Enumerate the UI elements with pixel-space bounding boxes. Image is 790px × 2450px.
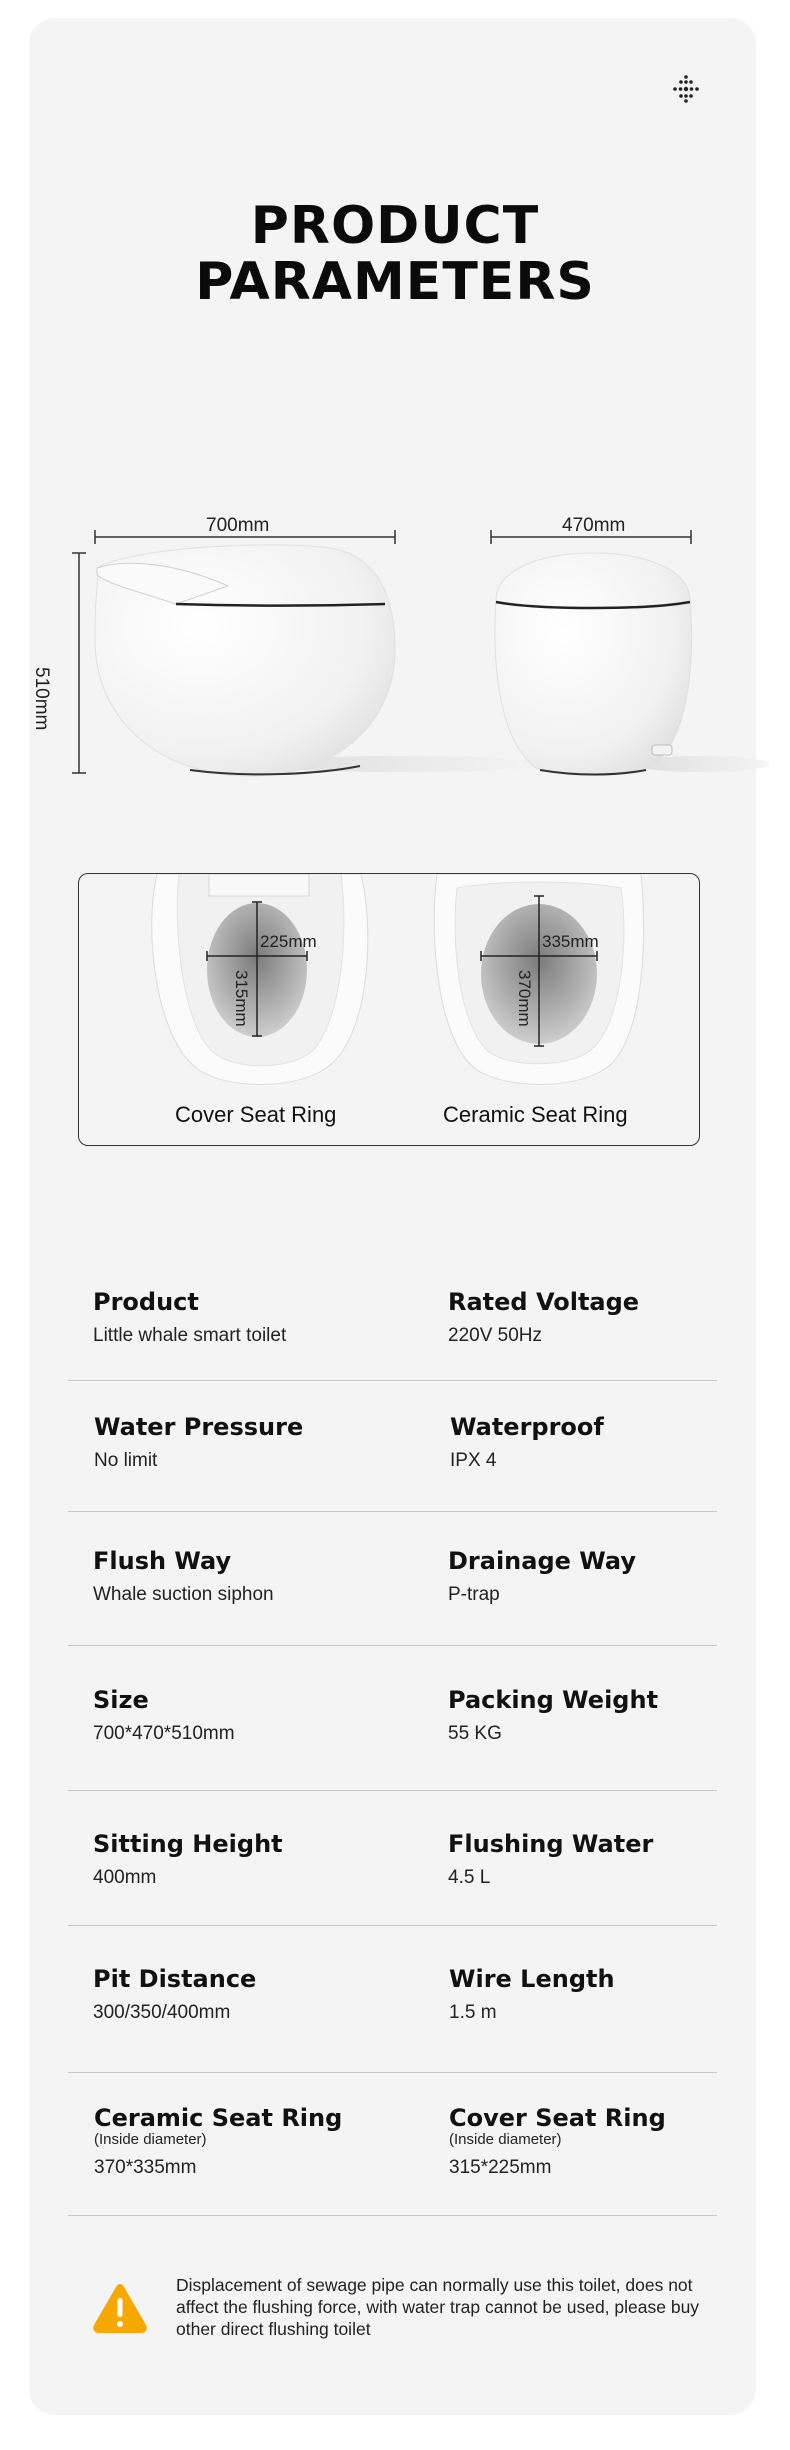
row-divider — [68, 1511, 717, 1512]
toilet-side-view — [95, 545, 395, 776]
param-value: 700*470*510mm — [93, 1723, 235, 1744]
row-divider — [68, 2215, 717, 2216]
param-value: 400mm — [93, 1867, 157, 1888]
toilet-dimension-illustration — [0, 0, 790, 820]
row-divider — [68, 2072, 717, 2073]
ceramic-seat-length-label: 370mm — [515, 970, 534, 1027]
param-name: Packing Weight — [448, 1686, 659, 1714]
notice-text: Displacement of sewage pipe can normally use this toilet, does not affect the flushing force, with water trap cannot be used, please buy other direct flushing toilet — [176, 2275, 700, 2339]
param-name: Water Pressure — [94, 1413, 304, 1441]
row-divider — [68, 1645, 717, 1646]
param-name: Pit Distance — [93, 1965, 257, 1993]
height-dimension-label: 510mm — [31, 667, 52, 731]
cover-seat-width-label: 225mm — [260, 932, 317, 951]
ceramic-seat-width-label: 335mm — [542, 932, 599, 951]
row-divider — [68, 1790, 717, 1791]
param-value: Little whale smart toilet — [93, 1325, 287, 1346]
param-name: Product — [93, 1288, 199, 1316]
toilet-front-view — [495, 553, 692, 776]
param-value: P-trap — [448, 1584, 500, 1605]
width-dimension-label: 470mm — [562, 515, 626, 536]
row-divider — [68, 1925, 717, 1926]
param-name: Drainage Way — [448, 1547, 636, 1575]
param-name: Rated Voltage — [448, 1288, 640, 1316]
param-name: Cover Seat Ring — [449, 2104, 666, 2132]
warning-triangle-icon — [92, 2283, 148, 2333]
param-note: (Inside diameter) — [449, 2131, 562, 2148]
param-value: 315*225mm — [449, 2157, 552, 2178]
row-divider — [68, 1380, 717, 1381]
param-name: Flush Way — [93, 1547, 232, 1575]
param-value: 55 KG — [448, 1723, 502, 1744]
param-name: Sitting Height — [93, 1830, 283, 1858]
title-line-2: PARAMETERS — [195, 252, 595, 312]
param-value: 220V 50Hz — [448, 1325, 543, 1346]
param-value: IPX 4 — [450, 1450, 497, 1471]
param-note: (Inside diameter) — [94, 2131, 207, 2148]
length-dimension-label: 700mm — [206, 515, 270, 536]
seat-ring-diagram — [78, 873, 700, 1146]
param-value: 1.5 m — [449, 2002, 497, 2023]
param-value: Whale suction siphon — [93, 1584, 274, 1605]
cover-seat-length-label: 315mm — [232, 970, 251, 1027]
param-name: Wire Length — [449, 1965, 615, 1993]
param-name: Flushing Water — [448, 1830, 654, 1858]
param-value: 300/350/400mm — [93, 2002, 231, 2023]
title-line-1: PRODUCT — [250, 196, 540, 256]
ceramic-seat-caption: Ceramic Seat Ring — [443, 1102, 628, 1127]
param-name: Ceramic Seat Ring — [94, 2104, 343, 2132]
cover-seat-caption: Cover Seat Ring — [175, 1102, 337, 1127]
param-value: 4.5 L — [448, 1867, 491, 1888]
param-value: 370*335mm — [94, 2157, 197, 2178]
param-value: No limit — [94, 1450, 158, 1471]
param-name: Size — [93, 1686, 149, 1714]
param-name: Waterproof — [450, 1413, 604, 1441]
